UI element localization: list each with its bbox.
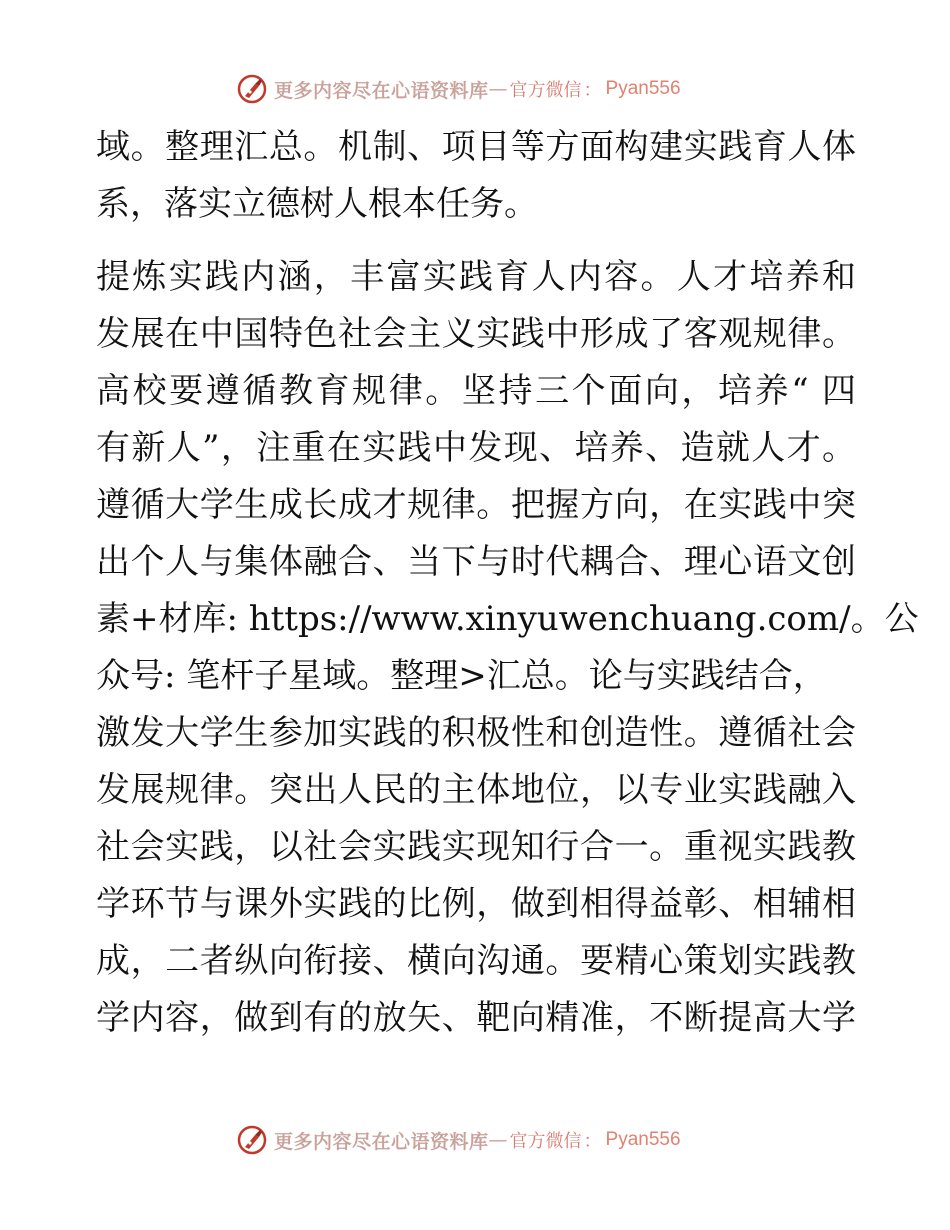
- watermark-dash: —: [488, 1129, 508, 1151]
- text-line: 社会实践，以社会实践实现知行合一。重视实践教: [96, 827, 856, 867]
- text-line: 系，落实立德树人根本任务。: [96, 184, 538, 224]
- text-line: 学环节与课外实践的比例，做到相得益彰、相辅相: [96, 884, 856, 924]
- watermark-main-text: 更多内容尽在心语资料库: [274, 1130, 489, 1153]
- header-watermark: [236, 72, 681, 106]
- watermark-wechat-label: 官方微信: [509, 1131, 582, 1152]
- text-line: 成，二者纵向衔接、横向沟通。要精心策划实践教: [96, 941, 856, 981]
- watermark-main-text: 更多内容尽在心语资料库: [274, 79, 489, 102]
- text-line: 高校要遵循教育规律。坚持三个面向，培养“ 四: [96, 371, 856, 411]
- watermark-wechat-id: Pyan556: [605, 78, 681, 99]
- watermark-wechat-id: Pyan556: [605, 1129, 681, 1150]
- watermark-colon: ：: [583, 80, 602, 101]
- pen-nib-logo-icon: [236, 1124, 268, 1156]
- watermark-wechat-label: 官方微信: [509, 80, 582, 101]
- watermark-colon: ：: [583, 1131, 602, 1152]
- pen-nib-logo-icon: [236, 73, 268, 105]
- footer-watermark: [236, 1123, 681, 1157]
- text-line: 出个人与集体融合、当下与时代耦合、理心语文创: [96, 542, 856, 582]
- text-line: 众号: 笔杆子星域。整理>汇总。论与实践结合，: [96, 656, 827, 696]
- text-line: 素+材库: https://www.xinyuwenchuang.com/。公: [96, 599, 919, 639]
- text-line: 激发大学生参加实践的积极性和创造性。遵循社会: [96, 713, 856, 753]
- text-line: 域。整理汇总。机制、项目等方面构建实践育人体: [96, 127, 856, 167]
- text-line: 有新人”，注重在实践中发现、培养、造就人才。: [96, 428, 856, 468]
- text-line: 提炼实践内涵，丰富实践育人内容。人才培养和: [96, 257, 856, 297]
- watermark-dash: —: [488, 78, 508, 100]
- text-line: 学内容，做到有的放矢、靶向精准，不断提高大学: [96, 998, 856, 1038]
- text-line: 发展规律。突出人民的主体地位，以专业实践融入: [96, 770, 856, 810]
- text-line: 发展在中国特色社会主义实践中形成了客观规律。: [96, 314, 856, 354]
- text-line: 遵循大学生成长成才规律。把握方向，在实践中突: [96, 485, 856, 525]
